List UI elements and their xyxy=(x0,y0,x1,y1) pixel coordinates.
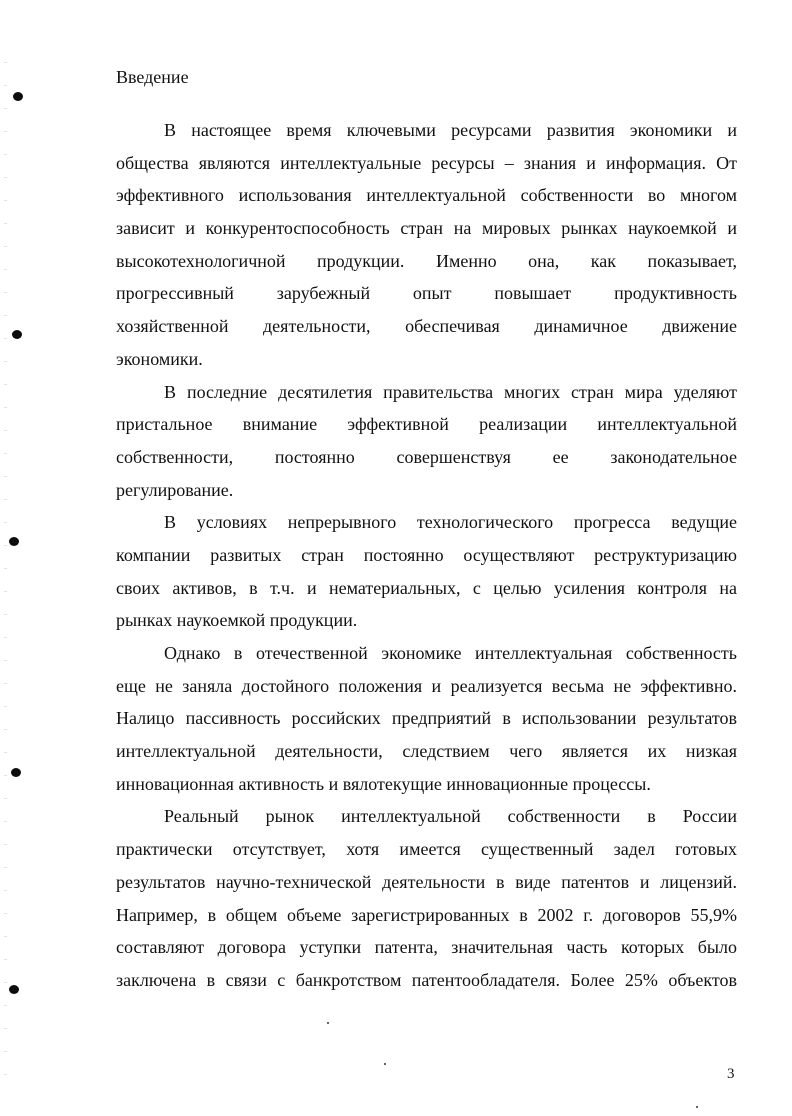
text-line: В последние десятилетия правительства многих стран мира уделяют xyxy=(164,381,737,402)
text-line: эффективного использования интеллектуальной собственности во многом xyxy=(116,185,737,206)
text-line: составляют договора уступки патента, значительная часть которых было xyxy=(116,937,737,958)
text-line: зависит и конкурентоспособность стран на мировых рынках наукоемкой и xyxy=(116,218,737,239)
text-line: практически отсутствует, хотя имеется существенный задел готовых xyxy=(116,839,737,860)
text-line: Реальный рынок интеллектуальной собственности в России xyxy=(164,806,737,827)
text-line: прогрессивный зарубежный опыт повышает продуктивность xyxy=(116,283,737,304)
text-line: Налицо пассивность российских предприятий в использовании результатов xyxy=(116,708,737,729)
text-line: интеллектуальной деятельности, следствием чего является их низкая xyxy=(116,741,737,762)
text-line: компании развитых стран постоянно осуществляют реструктуризацию xyxy=(116,544,737,565)
scan-edge-noise xyxy=(4,40,7,1080)
scan-speck xyxy=(696,1106,698,1108)
text-line: своих активов, в т.ч. и нематериальных, с целью усиления контроля на xyxy=(116,577,737,598)
text-line: высокотехнологичной продукции. Именно она, как показывает, xyxy=(116,250,737,271)
text-line: хозяйственной деятельности, обеспечивая динамичное движение xyxy=(116,316,737,337)
page-number: 3 xyxy=(727,1066,735,1082)
text-line: В настоящее время ключевыми ресурсами развития экономики и xyxy=(164,120,737,140)
scan-speck xyxy=(327,1022,329,1024)
text-line: рынках наукоемкой продукции. xyxy=(116,610,358,631)
text-line: регулирование. xyxy=(116,479,234,500)
text-line: В условиях непрерывного технологического прогресса ведущие xyxy=(164,512,737,533)
scan-speck xyxy=(384,1063,386,1065)
section-heading: Введение xyxy=(116,67,189,87)
text-line: экономики. xyxy=(116,348,203,369)
text-line: общества являются интеллектуальные ресурсы – знания и информация. От xyxy=(116,152,737,173)
body-text xyxy=(116,114,737,997)
text-line: заключена в связи с банкротством патентообладателя. Более 25% объектов xyxy=(116,969,737,990)
binder-hole-mark xyxy=(11,768,21,777)
text-line: собственности, постоянно совершенствуя ее законодательное xyxy=(116,446,737,467)
text-line: Например, в общем объеме зарегистрированных в 2002 г. договоров 55,9% xyxy=(116,904,737,925)
text-line: пристальное внимание эффективной реализации интеллектуальной xyxy=(116,414,737,435)
binder-hole-mark xyxy=(12,330,22,339)
binder-hole-mark xyxy=(9,985,19,994)
binder-hole-mark xyxy=(9,537,19,546)
text-line: результатов научно-технической деятельности в виде патентов и лицензий. xyxy=(116,871,737,892)
binder-hole-mark xyxy=(13,92,23,101)
text-line: инновационная активность и вялотекущие инновационные процессы. xyxy=(116,773,651,794)
text-line: Однако в отечественной экономике интеллектуальная собственность xyxy=(164,643,737,663)
text-line: еще не заняла достойного положения и реализуется весьма не эффективно. xyxy=(116,675,737,696)
